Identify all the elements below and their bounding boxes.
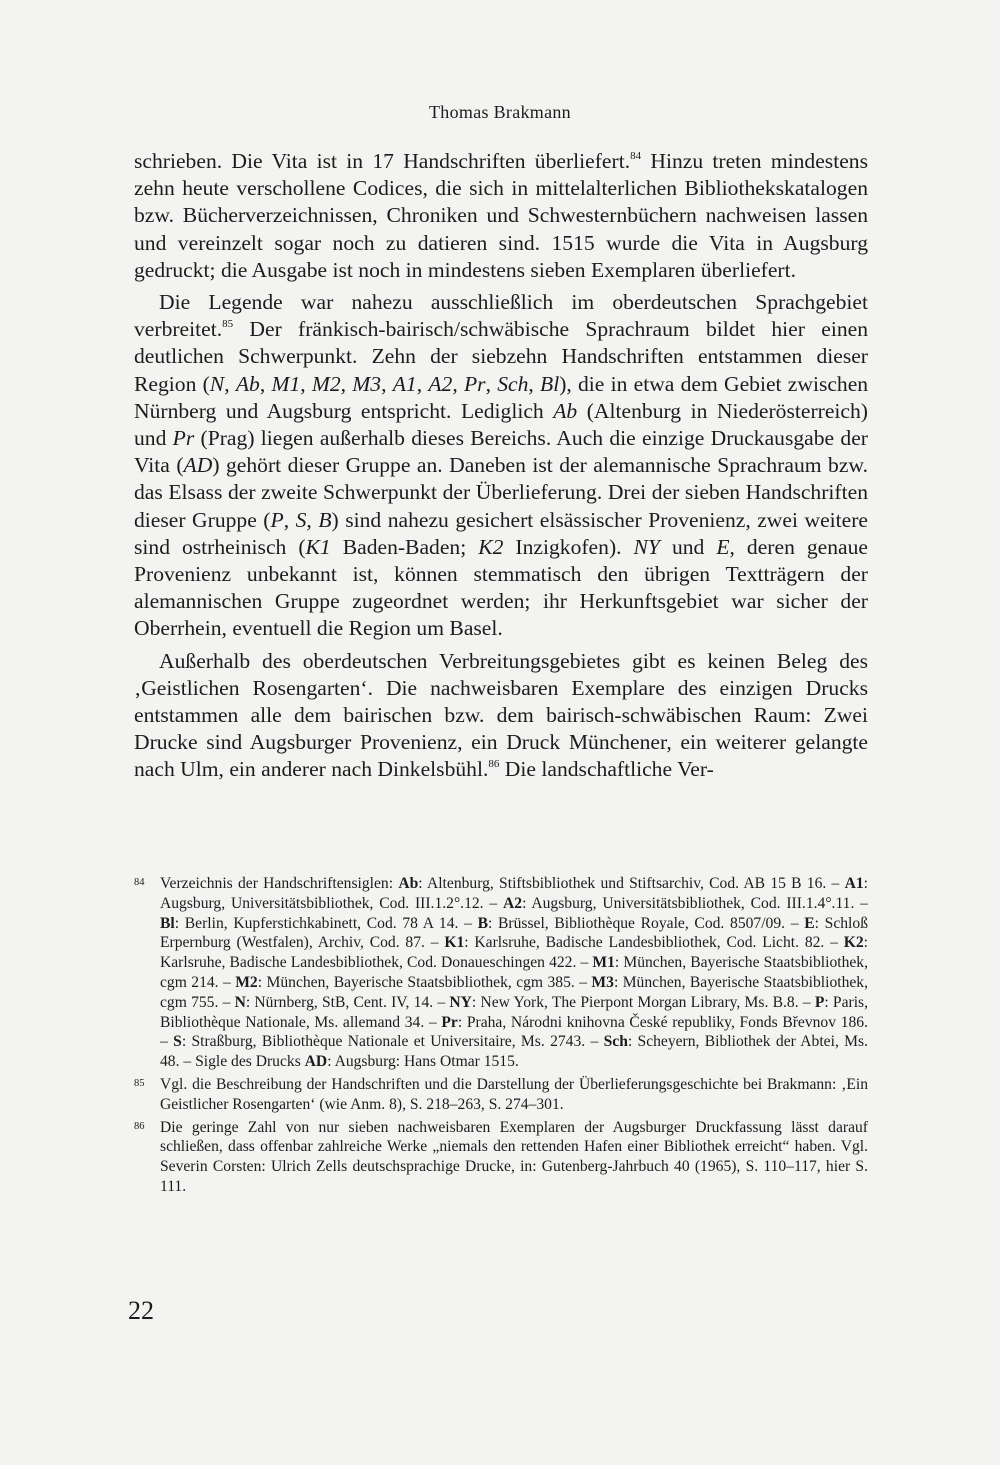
siglum: M1: [592, 954, 615, 972]
siglum: Pr: [441, 1013, 458, 1031]
siglum: A1: [844, 875, 864, 892]
siglum: Ab: [553, 398, 578, 423]
text-run: : Berlin, Kupferstichkabinett, Cod. 78 A 14. –: [174, 914, 478, 932]
siglum: M3: [591, 973, 614, 991]
text-run: und: [659, 534, 717, 559]
text-run: : Altenburg, Stiftsbibliothek und Stiftsarchiv, Cod. AB 15 B 16. –: [418, 875, 845, 892]
siglum: A1: [392, 371, 417, 396]
text-run: ,: [306, 507, 319, 532]
siglum: K2: [478, 534, 504, 559]
text-run: ,: [381, 371, 393, 396]
siglum: AD: [183, 453, 213, 478]
siglum: M2: [235, 973, 258, 991]
text-run: : Praha, Národni knihovna České republiky, Fonds Břevnov 186. –: [160, 1013, 868, 1051]
text-run: ) gehört dieser Gruppe an. Daneben ist der alemannische Sprachraum bzw. das Elsass der zweite Schwerpunkt der Überlieferung. Drei der sieben Handschriften dieser Gruppe (: [134, 453, 868, 532]
footnotes: [134, 874, 868, 1200]
siglum: P: [270, 507, 284, 532]
text-run: : Nürnberg, StB, Cent. IV, 14. –: [245, 993, 450, 1011]
siglum: AD: [304, 1053, 328, 1071]
text-run: schrieben. Die Vita ist in 17 Handschriften überliefert.: [134, 149, 631, 173]
siglum: K1: [444, 934, 465, 952]
page-number: 22: [128, 1296, 154, 1325]
text-run: Verzeichnis der Handschriftensiglen:: [160, 875, 399, 892]
text-run: Der fränkisch-bairisch/schwäbische Sprachraum bildet hier einen deutlichen Schwerpunkt. Zehn der siebzehn Handschriften entstammen dieser Region (: [134, 317, 868, 396]
body-paragraph: [134, 289, 868, 643]
text-run: Die landschaftliche Ver-: [499, 757, 714, 782]
footnote: [134, 1118, 868, 1197]
footnote: [134, 1075, 868, 1115]
text-run: ,: [416, 371, 429, 396]
siglum: M3: [352, 371, 382, 396]
siglum: E: [804, 914, 815, 932]
siglum: M1: [271, 371, 301, 396]
siglum: NY: [449, 993, 472, 1011]
text-run: Baden-Baden;: [330, 534, 479, 559]
body-paragraph: [134, 148, 868, 284]
siglum: Sch: [603, 1033, 628, 1051]
text-run: ,: [224, 371, 236, 396]
text-run: (Prag) liegen außerhalb dieses Bereichs. Auch die einzige Druckausgabe der Vita (: [134, 426, 868, 478]
siglum: NY: [633, 534, 660, 559]
text-run: : München, Bayerische Staatsbibliothek, cgm 214. –: [160, 954, 868, 991]
text-run: : Karlsruhe, Badische Landesbibliothek, Cod. Licht. 82. –: [464, 934, 844, 952]
footnote: [134, 874, 868, 1072]
text-run: : Scheyern, Bibliothek der Abtei, Ms. 48. – Sigle des Drucks: [160, 1033, 868, 1071]
text-run: : Paris, Bibliothèque Nationale, Ms. allemand 34. –: [160, 993, 868, 1031]
footnote-ref: 84: [630, 150, 642, 162]
text-run: : München, Bayerische Staatsbibliothek, cgm 755. –: [160, 973, 868, 1011]
text-run: Die geringe Zahl von nur sieben nachweisbaren Exemplaren der Augsburger Druckfassung lässt darauf schließen, dass offenbar zahlreiche Werke „niemals den rettenden Hafen einer Bibliothek erreicht“ haben. Vgl. Severin Corsten: Ulrich Zells deutschsprachige Drucke, in: Gutenberg-Jahrbuch 40 (1965), S. 110–117, hier S. 111.: [160, 1118, 868, 1195]
siglum: Bl: [160, 914, 175, 932]
footnote-number: 84: [134, 877, 145, 888]
siglum: A2: [428, 371, 453, 396]
text-run: ,: [485, 371, 498, 396]
text-run: ), die in etwa dem Gebiet zwischen Nürnberg und Augsburg entspricht. Lediglich: [134, 371, 869, 423]
text-run: Außerhalb des oberdeutschen Verbreitungsgebietes gibt es keinen Beleg des ‚Geistlichen Rosengarten‘. Die nachweisbaren Exemplare des einzigen Drucks entstammen alle dem bairischen bzw. dem bairisch-schwäbischen Raum: Zwei Drucke sind Augsburger Provenienz, ein Druck Münchener, ein weiterer gelangte nach Ulm, ein anderer nach Dinkelsbühl.: [134, 648, 868, 782]
siglum: Bl: [540, 371, 560, 396]
text-run: : New York, The Pierpont Morgan Library, Ms. B.8. –: [471, 993, 815, 1011]
siglum: Ab: [398, 875, 419, 892]
siglum: Pr: [172, 426, 195, 451]
siglum: K2: [843, 934, 864, 952]
siglum: N: [209, 371, 225, 396]
text-run: ) sind nahezu gesichert elsässischer Provenienz, zwei weitere sind ostrheinisch (: [134, 507, 869, 559]
text-run: : Augsburg, Universitätsbibliothek, Cod. III.1.4°.11. –: [522, 894, 868, 912]
siglum: K1: [305, 534, 331, 559]
text-run: : Straßburg, Bibliothèque Nationale et Universitaire, Ms. 2743. –: [181, 1033, 604, 1051]
siglum: Ab: [235, 371, 260, 396]
text-run: ,: [452, 371, 464, 396]
siglum: Pr: [463, 371, 486, 396]
siglum: M2: [311, 371, 341, 396]
text-run: : Augsburg: Hans Otmar 1515.: [327, 1053, 519, 1071]
text-run: ,: [528, 371, 540, 396]
text-run: , deren genaue Provenienz unbekannt ist, können stemmatisch den übrigen Textträgern der alemannischen Gruppe zugeordnet werden; ihr Herkunftsgebiet war sicher der Oberrhein, eventuell die Region um Basel.: [134, 534, 869, 641]
siglum: N: [234, 993, 246, 1011]
siglum: A2: [503, 894, 523, 912]
running-head: Thomas Brakmann: [429, 102, 571, 122]
siglum: S: [295, 507, 307, 532]
text-run: Vgl. die Beschreibung der Handschriften und die Darstellung der Überlieferungsgeschichte bei Brakmann: ‚Ein Geistlicher Rosengarten‘ (wie Anm. 8), S. 218–263, S. 274–301.: [160, 1075, 868, 1113]
footnote-ref: 85: [222, 318, 234, 331]
main-text: [134, 148, 868, 789]
footnote-number: 85: [134, 1077, 145, 1089]
text-run: : Karlsruhe, Badische Landesbibliothek, Cod. Donaueschingen 422. –: [160, 934, 868, 972]
siglum: P: [814, 993, 825, 1011]
text-run: : Augsburg, Universitätsbibliothek, Cod. III.1.2°.12. –: [160, 875, 868, 912]
text-run: Die Legende war nahezu ausschließlich im oberdeutschen Sprachgebiet verbreitet.: [134, 290, 868, 342]
siglum: B: [318, 507, 332, 532]
siglum: S: [173, 1033, 182, 1051]
text-run: ,: [283, 507, 296, 532]
footnote-number: 86: [134, 1120, 145, 1132]
text-run: : München, Bayerische Staatsbibliothek, cgm 385. –: [257, 973, 592, 991]
text-run: ,: [340, 371, 353, 396]
text-run: : Schloß Erpernburg (Westfalen), Archiv, Cod. 87. –: [160, 914, 868, 952]
text-run: Hinzu treten mindestens zehn heute verschollene Codices, die sich in mittelalterlichen Bibliothekskatalogen bzw. Bücherverzeichnissen, Chroniken und Schwesternbüchern nachweisen lassen und vereinzelt sogar noch zu datieren sind. 1515 wurde die Vita in Augsburg gedruckt; die Ausgabe ist noch in mindestens sieben Exemplaren überliefert.: [134, 149, 868, 282]
text-run: : Brüssel, Bibliothèque Royale, Cod. 8507/09. –: [488, 914, 805, 932]
siglum: B: [477, 914, 488, 932]
text-run: (Altenburg in Niederösterreich) und: [134, 398, 868, 451]
text-run: Inzigkofen).: [503, 534, 634, 559]
siglum: E: [716, 534, 730, 559]
text-run: ,: [259, 371, 272, 396]
body-paragraph: [134, 648, 868, 784]
text-run: ,: [300, 371, 312, 396]
footnote-ref: 86: [488, 758, 500, 771]
siglum: Sch: [497, 371, 529, 396]
